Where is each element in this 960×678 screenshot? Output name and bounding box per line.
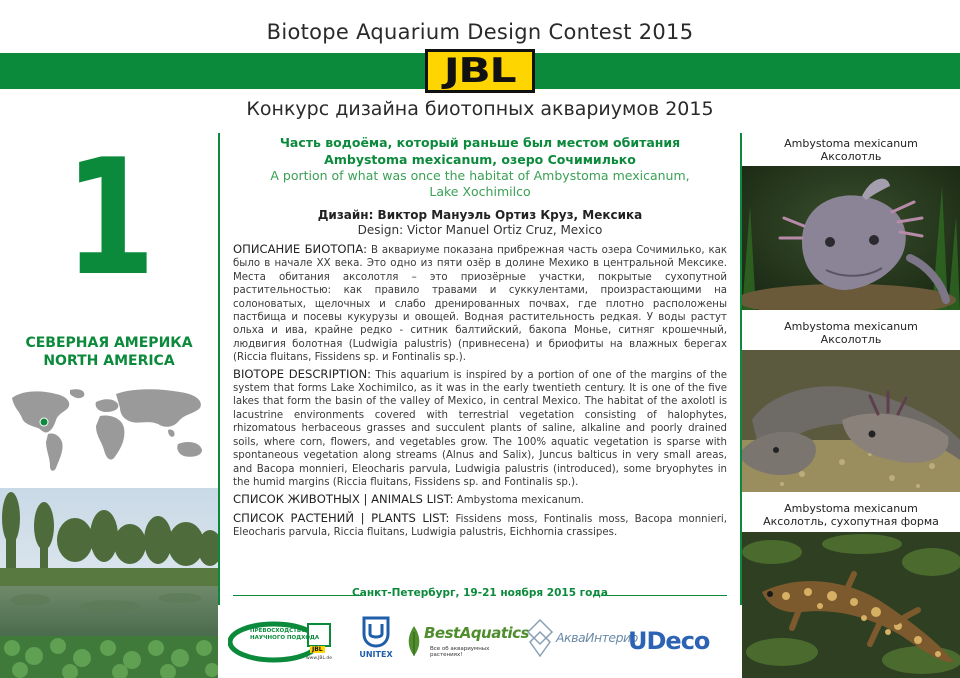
aquarium-title-ru-line2: Ambystoma mexicanum, озеро Сочимилько: [324, 152, 636, 167]
terrestrial-salamander-photo: [742, 532, 960, 678]
biotope-description-ru-label: ОПИСАНИЕ БИОТОПА:: [233, 242, 368, 256]
sponsor-jbl-slogan: [250, 628, 319, 642]
sponsor-jbl-url: www.JBL.de: [306, 656, 333, 661]
sponsor-jbl-slogan-line1: ПРЕВОСХОДСТВО: [250, 628, 306, 634]
event-city-date: Санкт-Петербург, 19-21 ноября 2015 года: [352, 587, 608, 599]
aquarium-title-en-line2: Lake Xochimilco: [429, 184, 531, 199]
jbl-logo-text: JBL: [444, 51, 516, 91]
axolotl-photo-2: [742, 350, 960, 492]
biotope-description-ru: [233, 243, 727, 365]
frame-divider-left: [218, 133, 220, 605]
sponsor-unitex: [354, 614, 398, 666]
region-en: NORTH AMERICA: [43, 353, 175, 369]
sponsor-jbl: [228, 616, 340, 664]
plants-list-label: СПИСОК РАСТЕНИЙ | PLANTS LIST:: [233, 510, 450, 525]
photo3-caption-latin: Ambystoma mexicanum: [784, 502, 918, 515]
aquarium-title-en: [233, 168, 727, 200]
place-number: 1: [64, 124, 156, 311]
sponsor-bestaquatics: [404, 620, 529, 664]
sponsor-akvainterio-name: АкваИнтерио: [556, 630, 638, 645]
biotope-description-en-text: This aquarium is inspired by a portion of one of the margins of the system that forms Lake Xochimilco, as it was in the early twentieth century. It is one of the five lakes that form the basin of the valley of Mexico, in central Mexico. The habitat of the axolotl is lacustrine environments covered with terrestrial vegetation consisting of halophytes, rhizomatous herbaceous grasses and succulent plants of saline, alkaline and poorly drained soils, where corn, flowers, and vegetables grow. The 100% aquatic vegetation is sparse with spontaneous vegetation along streams (Alnus and Salix), Juncus balticus in very small areas, and Bacopa monnieri, Eleocharis parvula, Ludwigia palustris (introduced), some bryophytes in the humid margins (Riccia fluitans, Fissidens sp. and Fontinalis sp.).: [233, 369, 728, 488]
photo2-caption-latin: Ambystoma mexicanum: [784, 320, 918, 333]
photo1-caption-ru: Аксолотль: [820, 150, 882, 163]
lake-xochimilco-photo: [0, 488, 218, 678]
photo2-caption-ru: Аксолотль: [820, 333, 882, 346]
designer-ru: Дизайн: Виктор Мануэль Ортиз Круз, Мексика: [317, 208, 643, 222]
sponsor-bestaquatics-name: BestAquatics: [424, 624, 529, 642]
plant-leaf-icon: [404, 624, 424, 658]
biotope-description-en-label: BIOTOPE DESCRIPTION:: [233, 366, 372, 381]
axolotl-photo-1: [742, 166, 960, 310]
region-label: [0, 334, 218, 370]
animals-list: [233, 493, 727, 507]
photo1-caption: [742, 137, 960, 163]
sponsor-udeco: [628, 624, 728, 658]
designer-en: Design: Victor Manuel Ortiz Cruz, Mexico: [357, 223, 603, 237]
world-map: [8, 384, 213, 476]
biotope-description-en: [233, 368, 727, 490]
animals-list-label: СПИСОК ЖИВОТНЫХ | ANIMALS LIST:: [233, 492, 454, 507]
sponsor-jbl-mini-logo: JBL: [312, 646, 323, 653]
sponsor-akvainterio: [526, 616, 638, 664]
region-ru: СЕВЕРНАЯ АМЕРИКА: [25, 335, 193, 351]
aquarium-title-ru: [233, 134, 727, 168]
sponsor-unitex-name: UNITEX: [359, 650, 393, 659]
jbl-logo: [425, 49, 535, 93]
sponsor-logos: [228, 612, 733, 672]
contest-title-ru: Конкурс дизайна биотопных аквариумов 2015: [246, 98, 714, 120]
contest-title-en: Biotope Aquarium Design Contest 2015: [266, 20, 694, 44]
aquarium-title-ru-line1: Часть водоёма, который раньше был местом обитания: [279, 135, 681, 150]
main-content: [233, 134, 727, 540]
sponsor-udeco-name: UDeco: [628, 627, 710, 655]
photo3-caption: [742, 502, 960, 528]
animals-list-text: Ambystoma mexicanum.: [456, 495, 584, 507]
unitex-cup-icon: [361, 614, 391, 648]
plants-list-text: Fissidens moss, Fontinalis moss, Bacopa monnieri, Eleocharis parvula, Riccia fluitans, Ludwigia palustris, Eichhornia crassipes.: [233, 513, 727, 539]
biotope-description-ru-text: В аквариуме показана прибрежная часть озера Сочимилько, как было в начале XX века. Это одно из пяти озёр в долине Мехико в центральной Мексике. Места обитания аксолотля – это приозёрные участки, покрытые сухопутной растительностью: как правило травами и суккулентами, произрастающими на солоноватых, щелочных и слабо дренированных почвах, где плотно расположены пастбища и посевы кукурузы и овощей. Водная растительность редкая. У воды растут ольха и ива, крайне редко - ситник балтийский, бакопа Монье, ситняг крошечный, людвигия болотная (Ludwigia palustris) (привнесена) и бриофиты на влажных берегах (Riccia fluitans, Fissidens sp. и Fontinalis sp.).: [233, 245, 727, 364]
aquarium-title-en-line1: A portion of what was once the habitat of Ambystoma mexicanum,: [270, 168, 690, 183]
photo3-caption-ru: Аксолотль, сухопутная форма: [763, 515, 939, 528]
event-line: [233, 587, 727, 603]
sponsor-jbl-slogan-line2: НАУЧНОГО ПОДХОДА: [250, 635, 320, 641]
akvainterio-crystal-icon: [526, 618, 554, 658]
photo1-caption-latin: Ambystoma mexicanum: [784, 137, 918, 150]
photo2-caption: [742, 320, 960, 346]
plants-list: [233, 512, 727, 540]
sponsor-bestaquatics-tagline: Все об аквариумных растениях!: [430, 646, 490, 658]
